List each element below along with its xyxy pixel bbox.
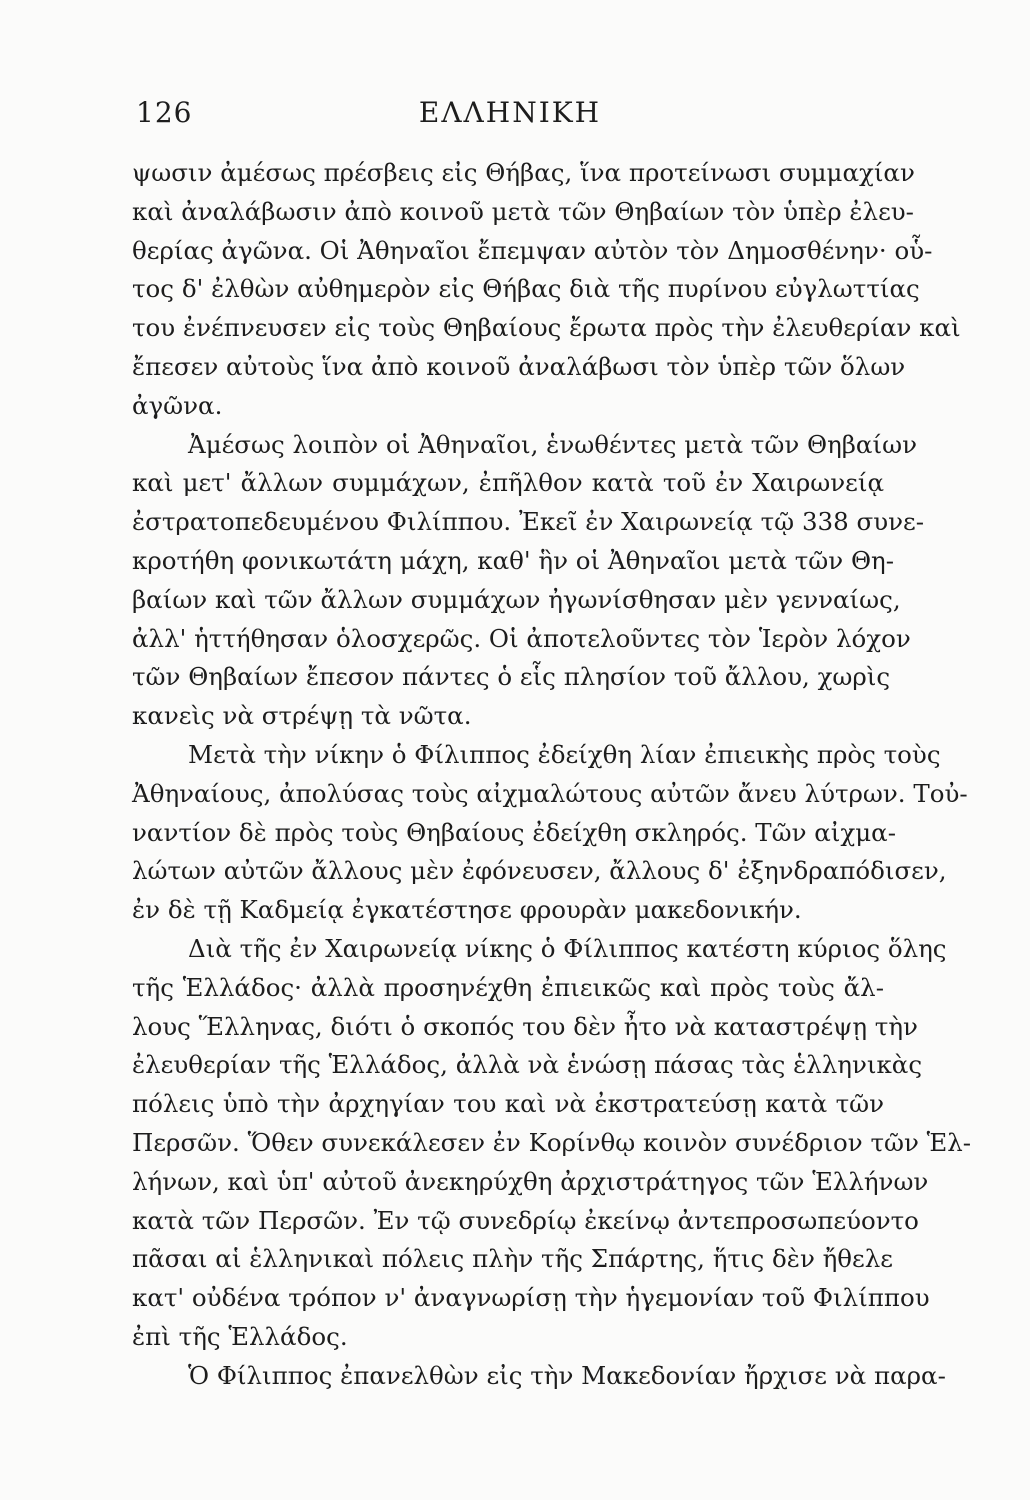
- text-line: Διὰ τῆς ἐν Χαιρωνείᾳ νίκης ὁ Φίλιππος κατέστη κύριος ὅλης: [188, 933, 947, 963]
- paragraph: [132, 1357, 946, 1396]
- text-line: ἀγῶνα.: [132, 390, 223, 420]
- text-line: ἀλλ' ἡττήθησαν ὁλοσχερῶς. Οἱ ἀποτελοῦντες τὸν Ἱερὸν λόχον: [132, 623, 911, 653]
- text-line: ψωσιν ἀμέσως πρέσβεις εἰς Θήβας, ἵνα προτείνωσι συμμαχίαν: [132, 158, 915, 187]
- text-line: κατ' οὐδένα τρόπον ν' ἀναγνωρίσῃ τὴν ἡγεμονίαν τοῦ Φιλίππου: [132, 1283, 930, 1313]
- text-line: λήνων, καὶ ὑπ' αὐτοῦ ἀνεκηρύχθη ἀρχιστράτηγος τῶν Ἑλλήνων: [132, 1166, 929, 1196]
- text-line: ἐπὶ τῆς Ἑλλάδος.: [132, 1321, 348, 1351]
- page-number: 126: [136, 96, 193, 129]
- text-line: Περσῶν. Ὅθεν συνεκάλεσεν ἐν Κορίνθῳ κοινὸν συνέδριον τῶν Ἑλ-: [132, 1127, 972, 1157]
- text-line: λους Ἕλληνας, διότι ὁ σκοπός του δὲν ἦτο νὰ καταστρέψῃ τὴν: [132, 1011, 918, 1041]
- text-line: θερίας ἀγῶνα. Οἱ Ἀθηναῖοι ἔπεμψαν αὐτὸν τὸν Δημοσθένην· οὗ-: [132, 235, 933, 265]
- running-head: ΕΛΛΗΝΙΚΗ: [418, 96, 602, 129]
- text-line: ἔπεσεν αὐτοὺς ἵνα ἀπὸ κοινοῦ ἀναλάβωσι τὸν ὑπὲρ τῶν ὅλων: [132, 351, 906, 381]
- text-line: Ὁ Φίλιππος ἐπανελθὼν εἰς τὴν Μακεδονίαν ἤρχισε νὰ παρα-: [188, 1360, 946, 1390]
- text-line: πᾶσαι αἱ ἑλληνικαὶ πόλεις πλὴν τῆς Σπάρτης, ἥτις δὲν ἤθελε: [132, 1244, 893, 1274]
- paragraph: [132, 930, 972, 1357]
- paragraph: [132, 736, 968, 930]
- text-line: βαίων καὶ τῶν ἄλλων συμμάχων ἠγωνίσθησαν μὲν γενναίως,: [132, 584, 901, 614]
- text-line: Μετὰ τὴν νίκην ὁ Φίλιππος ἐδείχθη λίαν ἐπιεικὴς πρὸς τοὺς: [188, 739, 941, 769]
- text-line: κροτήθη φονικωτάτη μάχη, καθ' ἣν οἱ Ἀθηναῖοι μετὰ τῶν Θη-: [132, 545, 895, 575]
- text-line: ἐν δὲ τῇ Καδμείᾳ ἐγκατέστησε φρουρὰν μακεδονικήν.: [132, 895, 802, 925]
- text-line: τῆς Ἑλλάδος· ἀλλὰ προσηνέχθη ἐπιεικῶς καὶ πρὸς τοὺς ἄλ-: [132, 972, 884, 1002]
- text-line: λώτων αὐτῶν ἄλλους μὲν ἐφόνευσεν, ἄλλους δ' ἐξηνδραπόδισεν,: [132, 856, 947, 886]
- body-text: [132, 154, 972, 1396]
- text-line: Ἀμέσως λοιπὸν οἱ Ἀθηναῖοι, ἑνωθέντες μετὰ τῶν Θηβαίων: [188, 429, 917, 459]
- text-line: τῶν Θηβαίων ἔπεσον πάντες ὁ εἷς πλησίον τοῦ ἄλλου, χωρὶς: [132, 662, 891, 692]
- text-line: πόλεις ὑπὸ τὴν ἀρχηγίαν του καὶ νὰ ἐκστρατεύσῃ κατὰ τῶν: [132, 1089, 884, 1119]
- text-line: κατὰ τῶν Περσῶν. Ἐν τῷ συνεδρίῳ ἐκείνῳ ἀντεπροσωπεύοντο: [132, 1205, 919, 1235]
- text-line: Ἀθηναίους, ἀπολύσας τοὺς αἰχμαλώτους αὐτῶν ἄνευ λύτρων. Τοὐ-: [132, 778, 968, 808]
- text-line: τος δ' ἐλθὼν αὐθημερὸν εἰς Θήβας διὰ τῆς πυρίνου εὐγλωττίας: [132, 274, 920, 304]
- text-line: ἐστρατοπεδευμένου Φιλίππου. Ἐκεῖ ἐν Χαιρωνείᾳ τῷ 338 συνε-: [132, 507, 924, 537]
- text-line: ἐλευθερίαν τῆς Ἑλλάδος, ἀλλὰ νὰ ἑνώσῃ πάσας τὰς ἑλληνικὰς: [132, 1050, 923, 1080]
- text-line: κανεὶς νὰ στρέψῃ τὰ νῶτα.: [132, 701, 472, 731]
- paragraph: [132, 426, 924, 736]
- text-line: καὶ μετ' ἄλλων συμμάχων, ἐπῆλθον κατὰ τοῦ ἐν Χαιρωνείᾳ: [132, 468, 884, 498]
- text-line: καὶ ἀναλάβωσιν ἀπὸ κοινοῦ μετὰ τῶν Θηβαίων τὸν ὑπὲρ ἐλευ-: [132, 196, 914, 226]
- page-header: [136, 96, 884, 136]
- paragraph: [132, 154, 961, 426]
- text-line: ναντίον δὲ πρὸς τοὺς Θηβαίους ἐδείχθη σκληρός. Τῶν αἰχμα-: [132, 817, 897, 847]
- text-line: του ἐνέπνευσεν εἰς τοὺς Θηβαίους ἔρωτα πρὸς τὴν ἐλευθερίαν καὶ: [132, 313, 961, 343]
